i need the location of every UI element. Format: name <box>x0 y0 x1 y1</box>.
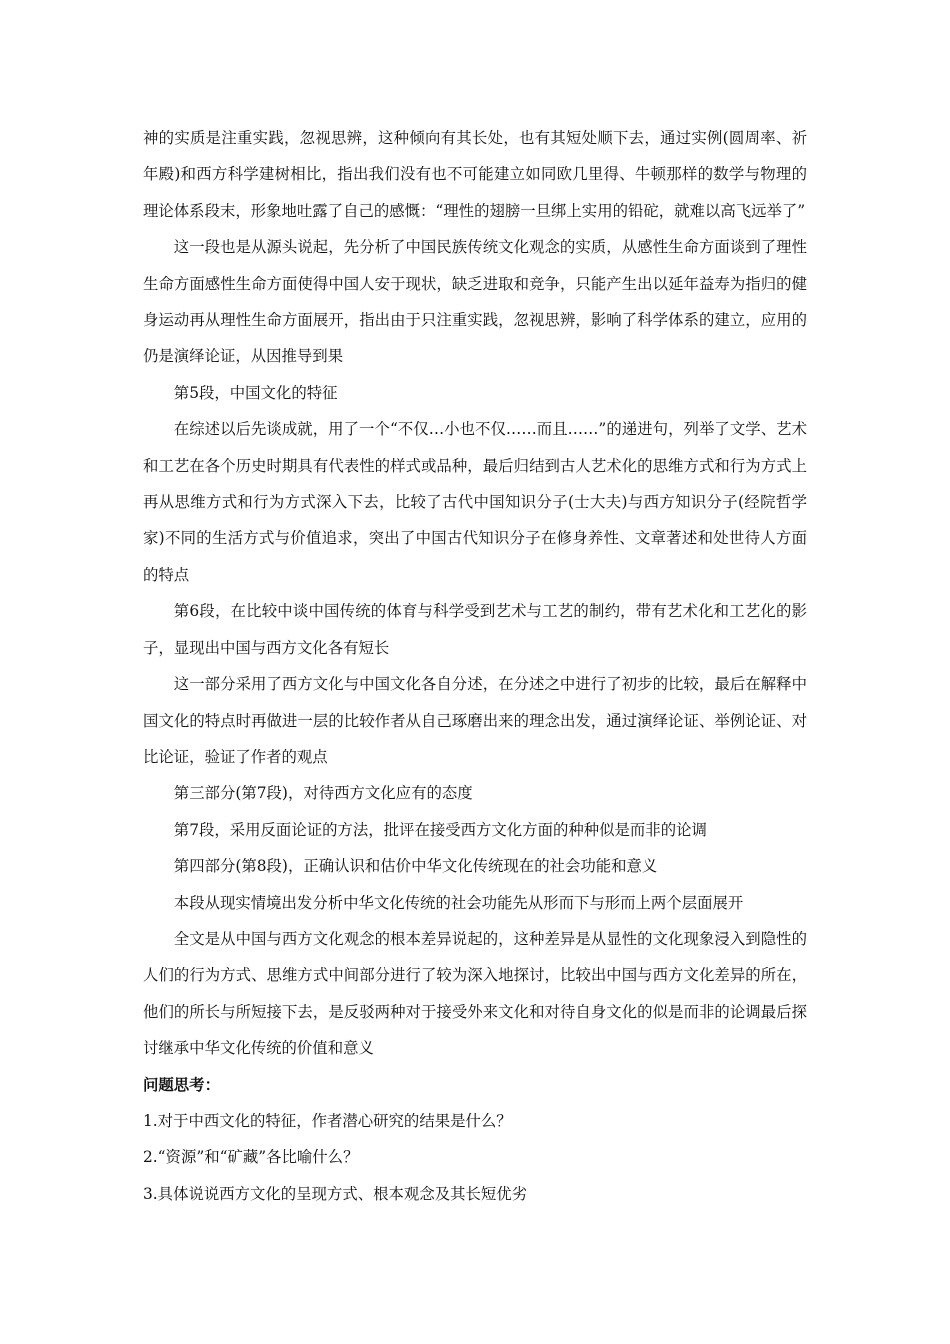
paragraph-analysis: 这一段也是从源头说起，先分析了中国民族传统文化观念的实质，从感性生命方面谈到了理性生命方面感性生命方面使得中国人安于现状，缺乏进取和竞争，只能产生出以延年益寿为指归的健身运动再从理性生命方面展开，指出由于只注重实践，忽视思辨，影响了科学体系的建立，应用的仍是演绎论证，从因推导到果 <box>143 238 807 366</box>
paragraph-conclusion: 全文是从中国与西方文化观念的根本差异说起的，这种差异是从显性的文化现象浸入到隐性的人们的行为方式、思维方式中间部分进行了较为深入地探讨，比较出中国与西方文化差异的所在，他们的所长与所短接下去，是反驳两种对于接受外来文化和对待自身文化的似是而非的论调最后探讨继承中华文化传统的价值和意义 <box>143 929 807 1058</box>
question-item: 2.“资源”和“矿藏”各比喻什么？ <box>143 1148 359 1167</box>
paragraph-section-6: 第6段，在比较中谈中国传统的体育与科学受到艺术与工艺的制约，带有艺术化和工艺化的影子，显现出中国与西方文化各有短长 <box>143 602 807 657</box>
paragraph-section-8: 本段从现实情境出发分析中华文化传统的社会功能先从形而下与形而上两个层面展开 <box>173 893 744 912</box>
paragraph-part-summary: 这一部分采用了西方文化与中国文化各自分述，在分述之中进行了初步的比较，最后在解释中国文化的特点时再做进一层的比较作者从自己琢磨出来的理念出发，通过演绎论证、举例论证、对比论证，验证了作者的观点 <box>143 675 807 766</box>
paragraph-part-4-title: 第四部分(第8段)，正确认识和估价中华文化传统现在的社会功能和意义 <box>173 857 658 876</box>
document-page <box>143 120 807 1212</box>
questions-heading: 问题思考： <box>143 1075 220 1094</box>
paragraph-continuation: 神的实质是注重实践，忽视思辨，这种倾向有其长处，也有其短处顺下去，通过实例(圆周率、祈年殿)和西方科学建树相比，指出我们没有也不可能建立如同欧几里得、牛顿那样的数学与物理的理论体系段末，形象地吐露了自己的感慨：“理性的翅膀一旦绑上实用的铅砣，就难以高飞远举了” <box>143 129 807 220</box>
paragraph-section-5-body: 在综述以后先谈成就，用了一个“不仅…小也不仅……而且……”的递进句，列举了文学、艺术和工艺在各个历史时期具有代表性的样式或品种，最后归结到古人艺术化的思维方式和行为方式上再从思维方式和行为方式深入下去，比较了古代中国知识分子(士大夫)与西方知识分子(经院哲学家)不同的生活方式与价值追求，突出了中国古代知识分子在修身养性、文章著述和处世待人方面的特点 <box>143 420 807 584</box>
question-item: 1.对于中西文化的特征，作者潜心研究的结果是什么？ <box>143 1111 512 1130</box>
paragraph-section-5-title: 第5段，中国文化的特征 <box>173 383 338 402</box>
paragraph-section-7: 第7段，采用反面论证的方法，批评在接受西方文化方面的种种似是而非的论调 <box>173 820 707 839</box>
question-item: 3.具体说说西方文化的呈现方式、根本观念及其长短优劣 <box>143 1184 528 1203</box>
paragraph-part-3-title: 第三部分(第7段)，对待西方文化应有的态度 <box>173 784 473 803</box>
